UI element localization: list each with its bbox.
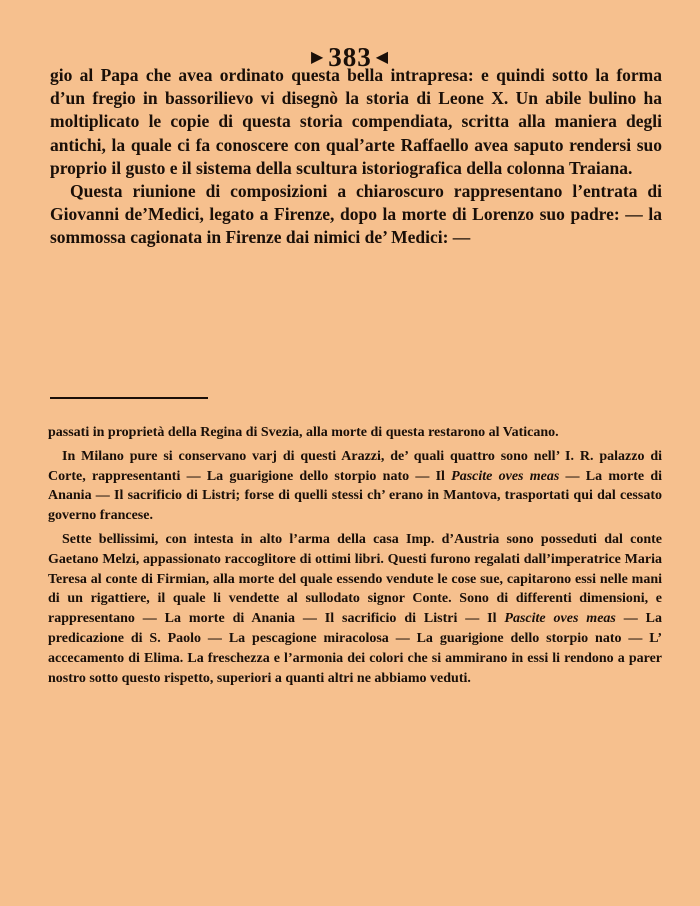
main-paragraph-2: Questa riunione di composizioni a chiaroscuro rappresentano l’entrata di Giovanni de’Medici, legato a Firenze, dopo la morte di Lorenzo suo padre: — la sommossa cagionata in Firenze dai nimici de’ Medici: — (50, 181, 662, 248)
footnote-3 (48, 530, 662, 688)
main-text (50, 64, 662, 250)
footnote-3-text-a: Sette bellissimi, con intesta in alto l’arma della casa Imp. d’Austria sono posseduti dal conte Gaetano Melzi, appassionato raccoglitore di ottimi libri. Questi furono regalati dall’imperatrice Maria Teresa al conte di Firmian, alla morte del quale essendo vendute le cose sue, capitarono essi nelle mani di un rigattiere, il quale li vendette al sullodato signor Conte. Sono di differenti dimensioni, e rappresentano — La morte di Anania — Il sacrificio di Listri — Il (48, 531, 662, 627)
footnote-2-text-a: In Milano pure si conservano varj di questi Arazzi, de’ quali quattro sono nell’ I. R. palazzo di Corte, rappresentanti — La guarigione dello storpio nato — Il (48, 448, 662, 484)
footnote-3-text-b: — La predicazione di S. Paolo — La pescagione miracolosa — La guarigione dello storpio nato — L’ accecamento di Elima. La freschezza e l’armonia dei colori che si ammirano in essi li rendono a parer nostro sotto questo rispetto, superiori a quanti altri ne abbiamo veduti. (48, 611, 663, 686)
left-ornament-icon: ▶ (310, 49, 325, 66)
right-ornament-icon: ◀ (375, 49, 390, 66)
footnote-separator-rule (50, 397, 208, 399)
footnote-2-text-b: — La morte di Anania — Il sacrificio di Listri; forse di quelli stessi ch’ erano in Mantova, trasportati qui dal cessato governo francese. (48, 468, 662, 524)
footnote-3-italic: Pascite oves meas (504, 611, 616, 627)
footnote-2-italic: Pascite oves meas (451, 468, 560, 484)
page-number: 383 (328, 42, 372, 72)
main-paragraph-1: gio al Papa che avea ordinato questa bella intrapresa: e quindi sotto la forma d’un fregio in bassorilievo vi disegnò la storia di Leone X. Un abile bulino ha moltiplicato le copie di questa storia compendiata, scritta alla maniera degli antichi, la quale ci fa conoscere con qual’arte Raffaello avea saputo rendersi suo proprio il gusto e il sistema della scultura istoriografica della colonna Traiana. (50, 65, 662, 178)
footnotes (48, 423, 662, 688)
footnote-1: passati in proprietà della Regina di Svezia, alla morte di questa restarono al Vaticano. (48, 425, 559, 440)
footnote-2 (48, 447, 662, 526)
